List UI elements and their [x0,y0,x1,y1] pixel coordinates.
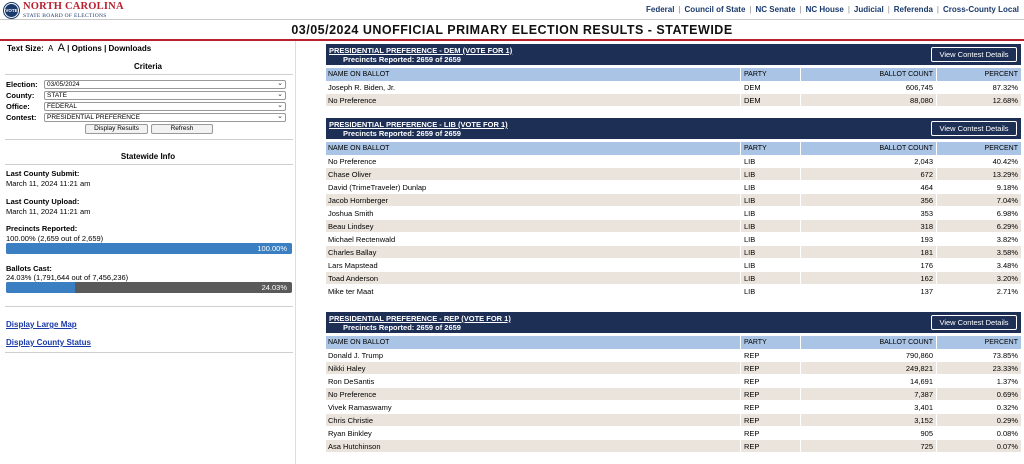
ballot-count: 14,691 [910,377,933,386]
table-row [326,259,1021,272]
candidate-party: REP [744,377,760,386]
table-row [326,362,1021,375]
seal-icon [3,2,20,19]
last-upload-value: March 11, 2024 11:21 am [6,207,91,216]
contest-column-headers [326,336,1021,349]
table-row [326,401,1021,414]
text-size-label: Text Size: [7,44,44,53]
candidate-name: Mike ter Maat [328,287,374,296]
contest-header [326,118,1021,139]
candidate-party: LIB [744,222,756,231]
text-size-large-button[interactable]: A [57,42,65,54]
ballots-progress-text: 24.03% [261,283,287,292]
col-pct-header[interactable]: PERCENT [984,145,1018,152]
ballot-count: 464 [920,183,933,192]
downloads-link[interactable]: Downloads [108,44,152,53]
candidate-party: REP [744,442,760,451]
candidate-party: DEM [744,96,761,105]
nav-council-of-state[interactable]: Council of State [684,5,746,14]
display-large-map-link[interactable]: Display Large Map [6,320,77,329]
candidate-name: Joshua Smith [328,209,374,218]
candidate-name: Beau Lindsey [328,222,374,231]
county-row [6,91,286,100]
ballots-progress-bar [6,282,292,293]
candidate-party: REP [744,416,760,425]
table-row [326,168,1021,181]
ballot-count: 606,745 [905,83,933,92]
display-results-button[interactable]: Display Results [85,124,148,134]
precincts-progress-fill [6,243,292,254]
candidate-name: Toad Anderson [328,274,379,283]
table-row [326,207,1021,220]
ballot-count: 672 [920,170,933,179]
text-size-small-button[interactable]: A [47,44,54,53]
contest-panel [326,44,1021,107]
candidate-name: No Preference [328,157,377,166]
contest-title[interactable]: PRESIDENTIAL PREFERENCE - REP (VOTE FOR 1) [329,314,511,323]
table-row [326,349,1021,362]
percent: 23.33% [992,364,1018,373]
col-count-header[interactable]: BALLOT COUNT [879,71,933,78]
logo-subtitle: STATE BOARD OF ELECTIONS [23,12,107,19]
ballots-value: 24.03% (1,791,644 out of 7,456,236) [6,273,129,282]
candidate-name: Joseph R. Biden, Jr. [328,83,396,92]
table-row [326,427,1021,440]
contest-precincts: Precincts Reported: 2659 of 2659 [343,129,461,138]
ballot-count: 3,152 [914,416,933,425]
contest-title[interactable]: PRESIDENTIAL PREFERENCE - DEM (VOTE FOR 1) [329,46,513,55]
percent: 87.32% [992,83,1018,92]
divider [5,306,293,307]
view-contest-details-button[interactable]: View Contest Details [931,47,1017,62]
display-county-status-link[interactable]: Display County Status [6,338,91,347]
site-logo[interactable] [3,2,124,19]
table-row [326,440,1021,453]
logo-title: NORTH CAROLINA [23,1,124,12]
col-pct-header[interactable]: PERCENT [984,339,1018,346]
percent: 12.68% [992,96,1018,105]
office-row [6,102,286,111]
candidate-name: Michael Rectenwald [328,235,396,244]
candidate-party: LIB [744,183,756,192]
candidate-name: Nikki Haley [328,364,366,373]
contest-rows [326,155,1021,298]
nav-cross-county-local[interactable]: Cross-County Local [942,5,1019,14]
candidate-name: No Preference [328,390,377,399]
chevron-down-icon: ⌄ [277,80,283,87]
options-link[interactable]: Options [71,44,102,53]
chevron-down-icon: ⌄ [277,113,283,120]
table-row [326,94,1021,107]
ballot-count: 790,860 [905,351,933,360]
contest-rows [326,81,1021,107]
candidate-party: REP [744,390,760,399]
percent: 3.48% [996,261,1018,270]
candidate-name: No Preference [328,96,377,105]
precincts-progress-bar [6,243,292,254]
ballot-count: 249,821 [905,364,933,373]
candidate-name: Donald J. Trump [328,351,384,360]
percent: 3.82% [996,235,1018,244]
chevron-down-icon: ⌄ [277,91,283,98]
candidate-party: REP [744,351,760,360]
divider [5,74,293,75]
nav-nc-senate[interactable]: NC Senate [755,5,796,14]
table-row [326,194,1021,207]
percent: 0.29% [996,416,1018,425]
election-select[interactable]: 03/05/2024 ⌄ [44,80,286,89]
table-row [326,388,1021,401]
divider [5,139,293,140]
view-contest-details-button[interactable]: View Contest Details [931,315,1017,330]
sidebar [0,41,296,464]
precincts-label: Precincts Reported: [6,224,78,233]
contest-precincts: Precincts Reported: 2659 of 2659 [343,55,461,64]
last-upload-label: Last County Upload: [6,197,80,206]
percent: 9.18% [996,183,1018,192]
contest-column-headers [326,142,1021,155]
ballots-progress-fill [6,282,75,293]
col-party-header[interactable]: PARTY [744,339,767,346]
col-name-header[interactable]: NAME ON BALLOT [328,339,390,346]
contest-panel [326,312,1021,453]
nav-federal[interactable]: Federal [645,5,675,14]
candidate-name: Chris Christie [328,416,374,425]
percent: 3.58% [996,248,1018,257]
percent: 7.04% [996,196,1018,205]
county-label: County: [6,91,35,100]
candidate-name: David (TrimeTraveler) Dunlap [328,183,427,192]
office-select[interactable]: FEDERAL ⌄ [44,102,286,111]
contest-row [6,113,286,122]
candidate-party: LIB [744,196,756,205]
statewide-info-title: Statewide Info [120,152,176,161]
candidate-party: LIB [744,209,756,218]
col-count-header[interactable]: BALLOT COUNT [879,145,933,152]
percent: 3.20% [996,274,1018,283]
col-party-header[interactable]: PARTY [744,145,767,152]
candidate-party: LIB [744,248,756,257]
table-row [326,414,1021,427]
candidate-party: LIB [744,287,756,296]
candidate-party: REP [744,403,760,412]
table-row [326,272,1021,285]
ballot-count: 318 [920,222,933,231]
table-row [326,81,1021,94]
top-bar [0,0,1024,20]
percent: 0.32% [996,403,1018,412]
last-submit-label: Last County Submit: [6,169,80,178]
ballot-count: 7,387 [914,390,933,399]
candidate-name: Ryan Binkley [328,429,372,438]
table-row [326,233,1021,246]
candidate-name: Chase Oliver [328,170,372,179]
col-pct-header[interactable]: PERCENT [984,71,1018,78]
contest-header [326,44,1021,65]
percent: 1.37% [996,377,1018,386]
table-row [326,181,1021,194]
percent: 6.29% [996,222,1018,231]
contest-header [326,312,1021,333]
criteria-title: Criteria [133,62,162,71]
contest-rows [326,349,1021,453]
ballot-count: 356 [920,196,933,205]
contest-title[interactable]: PRESIDENTIAL PREFERENCE - LIB (VOTE FOR 1) [329,120,508,129]
ballot-count: 193 [920,235,933,244]
contest-precincts: Precincts Reported: 2659 of 2659 [343,323,461,332]
ballot-count: 137 [920,287,933,296]
ballot-count: 162 [920,274,933,283]
table-row [326,246,1021,259]
ballot-count: 353 [920,209,933,218]
candidate-name: Jacob Hornberger [328,196,389,205]
candidate-party: LIB [744,170,756,179]
percent: 40.42% [992,157,1018,166]
table-row [326,155,1021,168]
ballot-count: 176 [920,261,933,270]
refresh-button[interactable]: Refresh [151,124,213,134]
percent: 0.07% [996,442,1018,451]
ballot-count: 725 [920,442,933,451]
top-nav: Federal | Council of State | NC Senate | NC House | Judicial | Referenda | Cross-County Local [645,5,1019,14]
contest-label: Contest: [6,113,37,122]
percent: 6.98% [996,209,1018,218]
candidate-party: REP [744,364,760,373]
table-row [326,375,1021,388]
table-row [326,220,1021,233]
ballot-count: 3,401 [914,403,933,412]
col-name-header[interactable]: NAME ON BALLOT [328,145,390,152]
seal-text: VOTE [5,4,18,17]
candidate-party: LIB [744,261,756,270]
candidate-party: LIB [744,274,756,283]
page-title: 03/05/2024 UNOFFICIAL PRIMARY ELECTION RESULTS - STATEWIDE [291,23,733,37]
nav-nc-house[interactable]: NC House [805,5,844,14]
percent: 13.29% [992,170,1018,179]
chevron-down-icon: ⌄ [277,102,283,109]
contest-panel [326,118,1021,298]
ballot-count: 181 [920,248,933,257]
candidate-party: LIB [744,157,756,166]
nav-referenda[interactable]: Referenda [893,5,933,14]
col-count-header[interactable]: BALLOT COUNT [879,339,933,346]
election-label: Election: [6,80,38,89]
candidate-party: LIB [744,235,756,244]
candidate-name: Ron DeSantis [328,377,375,386]
divider [5,164,293,165]
percent: 0.08% [996,429,1018,438]
candidate-name: Asa Hutchinson [328,442,381,451]
contest-select[interactable]: PRESIDENTIAL PREFERENCE ⌄ [44,113,286,122]
nav-judicial[interactable]: Judicial [853,5,884,14]
percent: 73.85% [992,351,1018,360]
ballots-label: Ballots Cast: [6,264,52,273]
candidate-name: Lars Mapstead [328,261,378,270]
candidate-name: Vivek Ramaswamy [328,403,392,412]
candidate-name: Charles Ballay [328,248,377,257]
precincts-progress-text: 100.00% [257,244,287,253]
election-row [6,80,286,89]
office-label: Office: [6,102,30,111]
ballot-count: 905 [920,429,933,438]
col-name-header[interactable]: NAME ON BALLOT [328,71,390,78]
county-select[interactable]: STATE ⌄ [44,91,286,100]
ballot-count: 2,043 [914,157,933,166]
table-row [326,285,1021,298]
percent: 2.71% [996,287,1018,296]
candidate-party: DEM [744,83,761,92]
col-party-header[interactable]: PARTY [744,71,767,78]
precincts-value: 100.00% (2,659 out of 2,659) [6,234,104,243]
percent: 0.69% [996,390,1018,399]
text-size-bar: Text Size: A A | Options | Downloads [7,42,152,54]
candidate-party: REP [744,429,760,438]
view-contest-details-button[interactable]: View Contest Details [931,121,1017,136]
ballot-count: 88,080 [910,96,933,105]
contest-column-headers [326,68,1021,81]
last-submit-value: March 11, 2024 11:21 am [6,179,91,188]
divider [5,352,293,353]
